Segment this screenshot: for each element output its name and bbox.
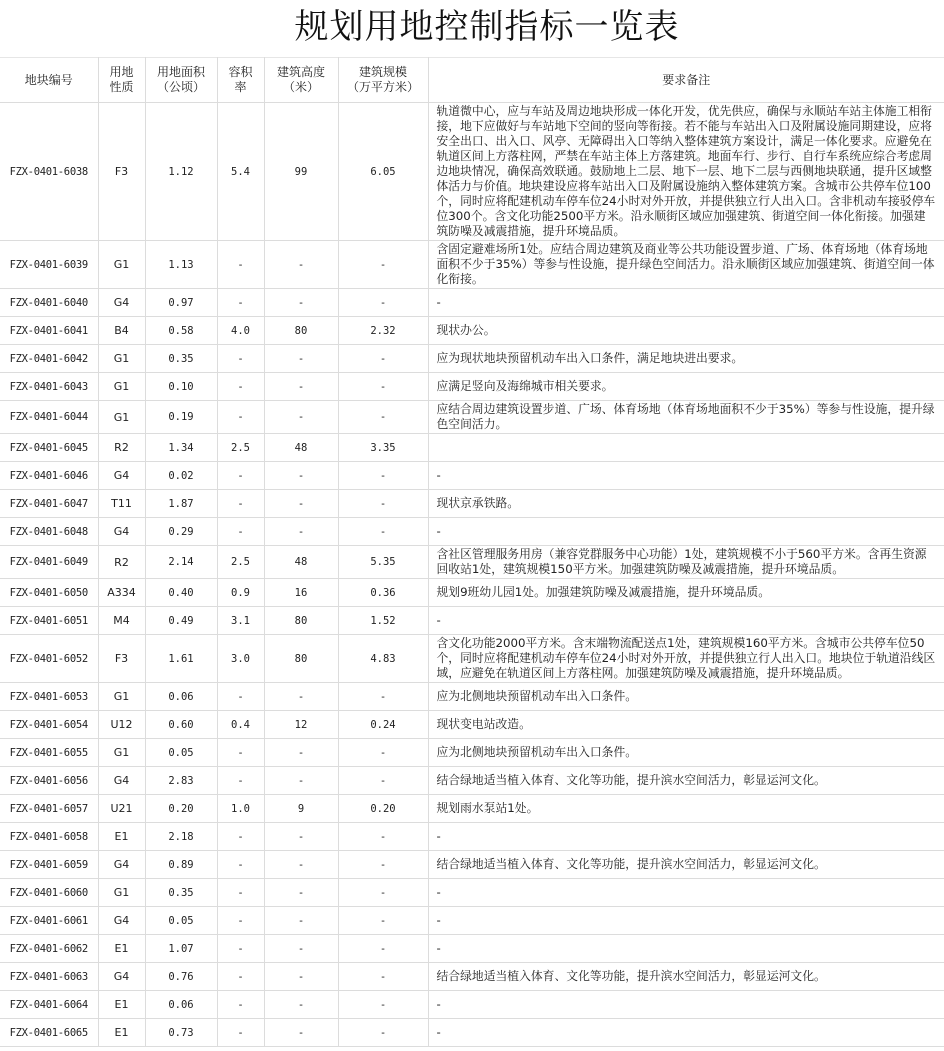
far-cell: -: [217, 345, 264, 373]
land-use-cell: E1: [98, 1019, 145, 1047]
note-cell: -: [428, 935, 944, 963]
header-height: 建筑高度 （米）: [264, 58, 338, 103]
table-row: [0, 546, 944, 579]
height-cell: -: [264, 401, 338, 434]
area-cell: 0.60: [145, 711, 217, 739]
header-notes: 要求备注: [428, 58, 944, 103]
note-cell: 应为现状地块预留机动车出入口条件，满足地块进出要求。: [428, 345, 944, 373]
plot-id-cell: FZX-0401-6061: [0, 907, 98, 935]
land-use-cell: G1: [98, 401, 145, 434]
land-use-cell: G1: [98, 683, 145, 711]
plot-id-cell: FZX-0401-6043: [0, 373, 98, 401]
area-cell: 0.20: [145, 795, 217, 823]
scale-cell: -: [338, 879, 428, 907]
far-cell: 0.4: [217, 711, 264, 739]
area-cell: 0.97: [145, 289, 217, 317]
height-cell: -: [264, 767, 338, 795]
area-cell: 1.61: [145, 635, 217, 683]
plot-id-cell: FZX-0401-6041: [0, 317, 98, 345]
height-cell: -: [264, 851, 338, 879]
height-cell: -: [264, 462, 338, 490]
area-cell: 0.10: [145, 373, 217, 401]
land-use-cell: G1: [98, 345, 145, 373]
scale-cell: -: [338, 462, 428, 490]
far-cell: -: [217, 907, 264, 935]
plot-id-cell: FZX-0401-6055: [0, 739, 98, 767]
table-row: [0, 289, 944, 317]
plot-id-cell: FZX-0401-6047: [0, 490, 98, 518]
scale-cell: 0.24: [338, 711, 428, 739]
note-cell: -: [428, 907, 944, 935]
area-cell: 0.06: [145, 991, 217, 1019]
land-use-cell: G4: [98, 851, 145, 879]
plot-id-cell: FZX-0401-6049: [0, 546, 98, 579]
far-cell: 1.0: [217, 795, 264, 823]
note-cell: -: [428, 607, 944, 635]
height-cell: -: [264, 518, 338, 546]
plot-id-cell: FZX-0401-6040: [0, 289, 98, 317]
header-area: 用地面积 （公顷）: [145, 58, 217, 103]
land-use-cell: M4: [98, 607, 145, 635]
land-use-cell: T11: [98, 490, 145, 518]
note-cell: 含文化功能2000平方米。含末端物流配送点1处，建筑规模160平方米。含城市公共停车位50个，同时应将配建机动车停车位24小时对外开放，并提供独立行人出入口。地块位于轨道沿线区域，应避免在轨道区间上方落柱网。加强建筑防噪及减震措施，提升环境品质。: [428, 635, 944, 683]
height-cell: 12: [264, 711, 338, 739]
table-row: [0, 991, 944, 1019]
plot-id-cell: FZX-0401-6042: [0, 345, 98, 373]
height-cell: -: [264, 373, 338, 401]
note-cell: 应满足竖向及海绵城市相关要求。: [428, 373, 944, 401]
land-use-cell: A334: [98, 579, 145, 607]
area-cell: 1.87: [145, 490, 217, 518]
plot-id-cell: FZX-0401-6056: [0, 767, 98, 795]
note-cell: 现状京承铁路。: [428, 490, 944, 518]
plot-id-cell: FZX-0401-6046: [0, 462, 98, 490]
plot-id-cell: FZX-0401-6063: [0, 963, 98, 991]
far-cell: -: [217, 401, 264, 434]
far-cell: 3.0: [217, 635, 264, 683]
land-use-cell: B4: [98, 317, 145, 345]
far-cell: -: [217, 1019, 264, 1047]
note-cell: 应为北侧地块预留机动车出入口条件。: [428, 683, 944, 711]
scale-cell: -: [338, 289, 428, 317]
table-row: [0, 823, 944, 851]
plot-id-cell: FZX-0401-6058: [0, 823, 98, 851]
far-cell: 2.5: [217, 546, 264, 579]
note-cell: 应结合周边建筑设置步道、广场、体育场地（体育场地面积不少于35%）等参与性设施，提升绿色空间活力。: [428, 401, 944, 434]
table-row: [0, 635, 944, 683]
page-title: 规划用地控制指标一览表: [294, 7, 680, 47]
height-cell: 48: [264, 546, 338, 579]
table-row: [0, 683, 944, 711]
area-cell: 1.13: [145, 241, 217, 289]
plot-id-cell: FZX-0401-6051: [0, 607, 98, 635]
far-cell: -: [217, 490, 264, 518]
note-cell: -: [428, 462, 944, 490]
table-row: [0, 1019, 944, 1047]
plot-id-cell: FZX-0401-6048: [0, 518, 98, 546]
far-cell: -: [217, 739, 264, 767]
plot-id-cell: FZX-0401-6057: [0, 795, 98, 823]
area-cell: 0.06: [145, 683, 217, 711]
table-row: [0, 767, 944, 795]
far-cell: -: [217, 879, 264, 907]
note-cell: 应为北侧地块预留机动车出入口条件。: [428, 739, 944, 767]
height-cell: -: [264, 907, 338, 935]
scale-cell: -: [338, 518, 428, 546]
note-cell: 含社区管理服务用房（兼容党群服务中心功能）1处，建筑规模不小于560平方米。含再生资源回收站1处，建筑规模150平方米。加强建筑防噪及减震措施，提升环境品质。: [428, 546, 944, 579]
table-row: [0, 963, 944, 991]
table-row: [0, 739, 944, 767]
table-row: [0, 795, 944, 823]
far-cell: -: [217, 518, 264, 546]
land-use-cell: G1: [98, 879, 145, 907]
land-use-cell: G4: [98, 767, 145, 795]
scale-cell: -: [338, 935, 428, 963]
table-row: [0, 373, 944, 401]
scale-cell: -: [338, 991, 428, 1019]
far-cell: 3.1: [217, 607, 264, 635]
note-cell: 结合绿地适当植入体育、文化等功能，提升滨水空间活力，彰显运河文化。: [428, 767, 944, 795]
scale-cell: 1.52: [338, 607, 428, 635]
scale-cell: -: [338, 490, 428, 518]
area-cell: 0.19: [145, 401, 217, 434]
note-cell: 现状办公。: [428, 317, 944, 345]
far-cell: 0.9: [217, 579, 264, 607]
height-cell: 80: [264, 635, 338, 683]
plot-id-cell: FZX-0401-6039: [0, 241, 98, 289]
far-cell: -: [217, 241, 264, 289]
scale-cell: 0.20: [338, 795, 428, 823]
note-cell: -: [428, 879, 944, 907]
height-cell: -: [264, 823, 338, 851]
height-cell: -: [264, 241, 338, 289]
plot-id-cell: FZX-0401-6045: [0, 434, 98, 462]
note-cell: -: [428, 823, 944, 851]
area-cell: 0.73: [145, 1019, 217, 1047]
height-cell: -: [264, 935, 338, 963]
note-cell: [428, 434, 944, 462]
note-cell: -: [428, 991, 944, 1019]
far-cell: 4.0: [217, 317, 264, 345]
scale-cell: -: [338, 683, 428, 711]
header-land-use: 用地 性质: [98, 58, 145, 103]
scale-cell: -: [338, 401, 428, 434]
height-cell: -: [264, 683, 338, 711]
scale-cell: 5.35: [338, 546, 428, 579]
land-control-table: [0, 57, 944, 1047]
far-cell: -: [217, 935, 264, 963]
area-cell: 0.35: [145, 345, 217, 373]
plot-id-cell: FZX-0401-6062: [0, 935, 98, 963]
land-use-cell: E1: [98, 991, 145, 1019]
area-cell: 0.49: [145, 607, 217, 635]
far-cell: -: [217, 373, 264, 401]
note-cell: -: [428, 1019, 944, 1047]
scale-cell: -: [338, 963, 428, 991]
table-row: [0, 907, 944, 935]
area-cell: 0.05: [145, 739, 217, 767]
note-cell: 现状变电站改造。: [428, 711, 944, 739]
height-cell: -: [264, 490, 338, 518]
land-use-cell: G4: [98, 462, 145, 490]
area-cell: 1.34: [145, 434, 217, 462]
table-row: [0, 711, 944, 739]
scale-cell: -: [338, 739, 428, 767]
land-use-cell: U21: [98, 795, 145, 823]
table-row: [0, 317, 944, 345]
land-use-cell: U12: [98, 711, 145, 739]
scale-cell: -: [338, 767, 428, 795]
note-cell: -: [428, 518, 944, 546]
area-cell: 1.12: [145, 103, 217, 241]
land-use-cell: G1: [98, 739, 145, 767]
land-use-cell: F3: [98, 103, 145, 241]
land-use-cell: G4: [98, 289, 145, 317]
scale-cell: 4.83: [338, 635, 428, 683]
table-row: [0, 241, 944, 289]
area-cell: 1.07: [145, 935, 217, 963]
header-far: 容积 率: [217, 58, 264, 103]
scale-cell: 2.32: [338, 317, 428, 345]
table-row: [0, 579, 944, 607]
area-cell: 2.18: [145, 823, 217, 851]
area-cell: 0.89: [145, 851, 217, 879]
height-cell: -: [264, 991, 338, 1019]
header-scale: 建筑规模 （万平方米）: [338, 58, 428, 103]
scale-cell: -: [338, 373, 428, 401]
scale-cell: 6.05: [338, 103, 428, 241]
land-use-cell: G1: [98, 241, 145, 289]
note-cell: 规划雨水泵站1处。: [428, 795, 944, 823]
plot-id-cell: FZX-0401-6044: [0, 401, 98, 434]
scale-cell: -: [338, 241, 428, 289]
scale-cell: -: [338, 1019, 428, 1047]
far-cell: -: [217, 963, 264, 991]
table-row: [0, 935, 944, 963]
plot-id-cell: FZX-0401-6064: [0, 991, 98, 1019]
plot-id-cell: FZX-0401-6060: [0, 879, 98, 907]
height-cell: -: [264, 963, 338, 991]
land-use-cell: E1: [98, 935, 145, 963]
far-cell: -: [217, 851, 264, 879]
far-cell: 2.5: [217, 434, 264, 462]
area-cell: 0.35: [145, 879, 217, 907]
note-cell: 轨道微中心，应与车站及周边地块形成一体化开发，优先供应，确保与永顺站车站主体施工相衔接，地下应做好与车站地下空间的竖向等衔接。若不能与车站出入口及附属设施同期建设，应将安全出口、出入口、风亭、无障碍出入口等纳入整体建筑方案设计，满足一体化要求。应避免在轨道区间上方落柱网，严禁在车站主体上方落建筑。地面车行、步行、自行车系统应综合考虑周边地块情况，确保高效联通。鼓励地上二层、地下一层、地下二层与西侧地块联通，提升区域整体活力与价值。地块建设应将车站出入口及附属设施纳入整体建筑方案。含城市公共停车位100个，同时应将配建机动车停车位24小时对外开放，并提供独立行人出入口。含非机动车接驳停车位300个。含文化功能2500平方米。沿永顺街区域应加强建筑、街道空间一体化衔接。加强建筑防噪及减震措施，提升环境品质。: [428, 103, 944, 241]
plot-id-cell: FZX-0401-6059: [0, 851, 98, 879]
plot-id-cell: FZX-0401-6053: [0, 683, 98, 711]
area-cell: 0.02: [145, 462, 217, 490]
note-cell: 结合绿地适当植入体育、文化等功能，提升滨水空间活力，彰显运河文化。: [428, 963, 944, 991]
far-cell: -: [217, 823, 264, 851]
height-cell: 16: [264, 579, 338, 607]
plot-id-cell: FZX-0401-6065: [0, 1019, 98, 1047]
height-cell: -: [264, 289, 338, 317]
scale-cell: -: [338, 823, 428, 851]
scale-cell: -: [338, 907, 428, 935]
land-use-cell: R2: [98, 434, 145, 462]
note-cell: -: [428, 289, 944, 317]
area-cell: 0.40: [145, 579, 217, 607]
table-row: [0, 345, 944, 373]
plot-id-cell: FZX-0401-6038: [0, 103, 98, 241]
table-row: [0, 462, 944, 490]
note-cell: 结合绿地适当植入体育、文化等功能，提升滨水空间活力，彰显运河文化。: [428, 851, 944, 879]
area-cell: 0.29: [145, 518, 217, 546]
height-cell: 80: [264, 607, 338, 635]
area-cell: 0.58: [145, 317, 217, 345]
area-cell: 0.05: [145, 907, 217, 935]
scale-cell: -: [338, 345, 428, 373]
land-use-cell: G1: [98, 373, 145, 401]
plot-id-cell: FZX-0401-6052: [0, 635, 98, 683]
height-cell: -: [264, 739, 338, 767]
land-use-cell: G4: [98, 518, 145, 546]
header-plot-id: 地块编号: [0, 58, 98, 103]
land-use-cell: F3: [98, 635, 145, 683]
height-cell: -: [264, 1019, 338, 1047]
plot-id-cell: FZX-0401-6050: [0, 579, 98, 607]
height-cell: 9: [264, 795, 338, 823]
scale-cell: 0.36: [338, 579, 428, 607]
far-cell: -: [217, 767, 264, 795]
far-cell: -: [217, 991, 264, 1019]
scale-cell: 3.35: [338, 434, 428, 462]
table-row: [0, 401, 944, 434]
far-cell: -: [217, 462, 264, 490]
height-cell: -: [264, 879, 338, 907]
area-cell: 2.14: [145, 546, 217, 579]
table-row: [0, 103, 944, 241]
area-cell: 2.83: [145, 767, 217, 795]
height-cell: 48: [264, 434, 338, 462]
height-cell: -: [264, 345, 338, 373]
plot-id-cell: FZX-0401-6054: [0, 711, 98, 739]
table-row: [0, 518, 944, 546]
table-row: [0, 851, 944, 879]
note-cell: 含固定避难场所1处。应结合周边建筑及商业等公共功能设置步道、广场、体育场地（体育场地面积不少于35%）等参与性设施，提升绿色空间活力。沿永顺街区域应加强建筑、街道空间一体化衔接。: [428, 241, 944, 289]
land-use-cell: G4: [98, 963, 145, 991]
area-cell: 0.76: [145, 963, 217, 991]
table-row: [0, 490, 944, 518]
note-cell: 规划9班幼儿园1处。加强建筑防噪及减震措施，提升环境品质。: [428, 579, 944, 607]
table-header-row: [0, 58, 944, 103]
table-row: [0, 434, 944, 462]
land-use-cell: R2: [98, 546, 145, 579]
height-cell: 80: [264, 317, 338, 345]
table-row: [0, 607, 944, 635]
far-cell: -: [217, 289, 264, 317]
scale-cell: -: [338, 851, 428, 879]
land-use-cell: G4: [98, 907, 145, 935]
land-use-cell: E1: [98, 823, 145, 851]
height-cell: 99: [264, 103, 338, 241]
far-cell: -: [217, 683, 264, 711]
table-row: [0, 879, 944, 907]
far-cell: 5.4: [217, 103, 264, 241]
